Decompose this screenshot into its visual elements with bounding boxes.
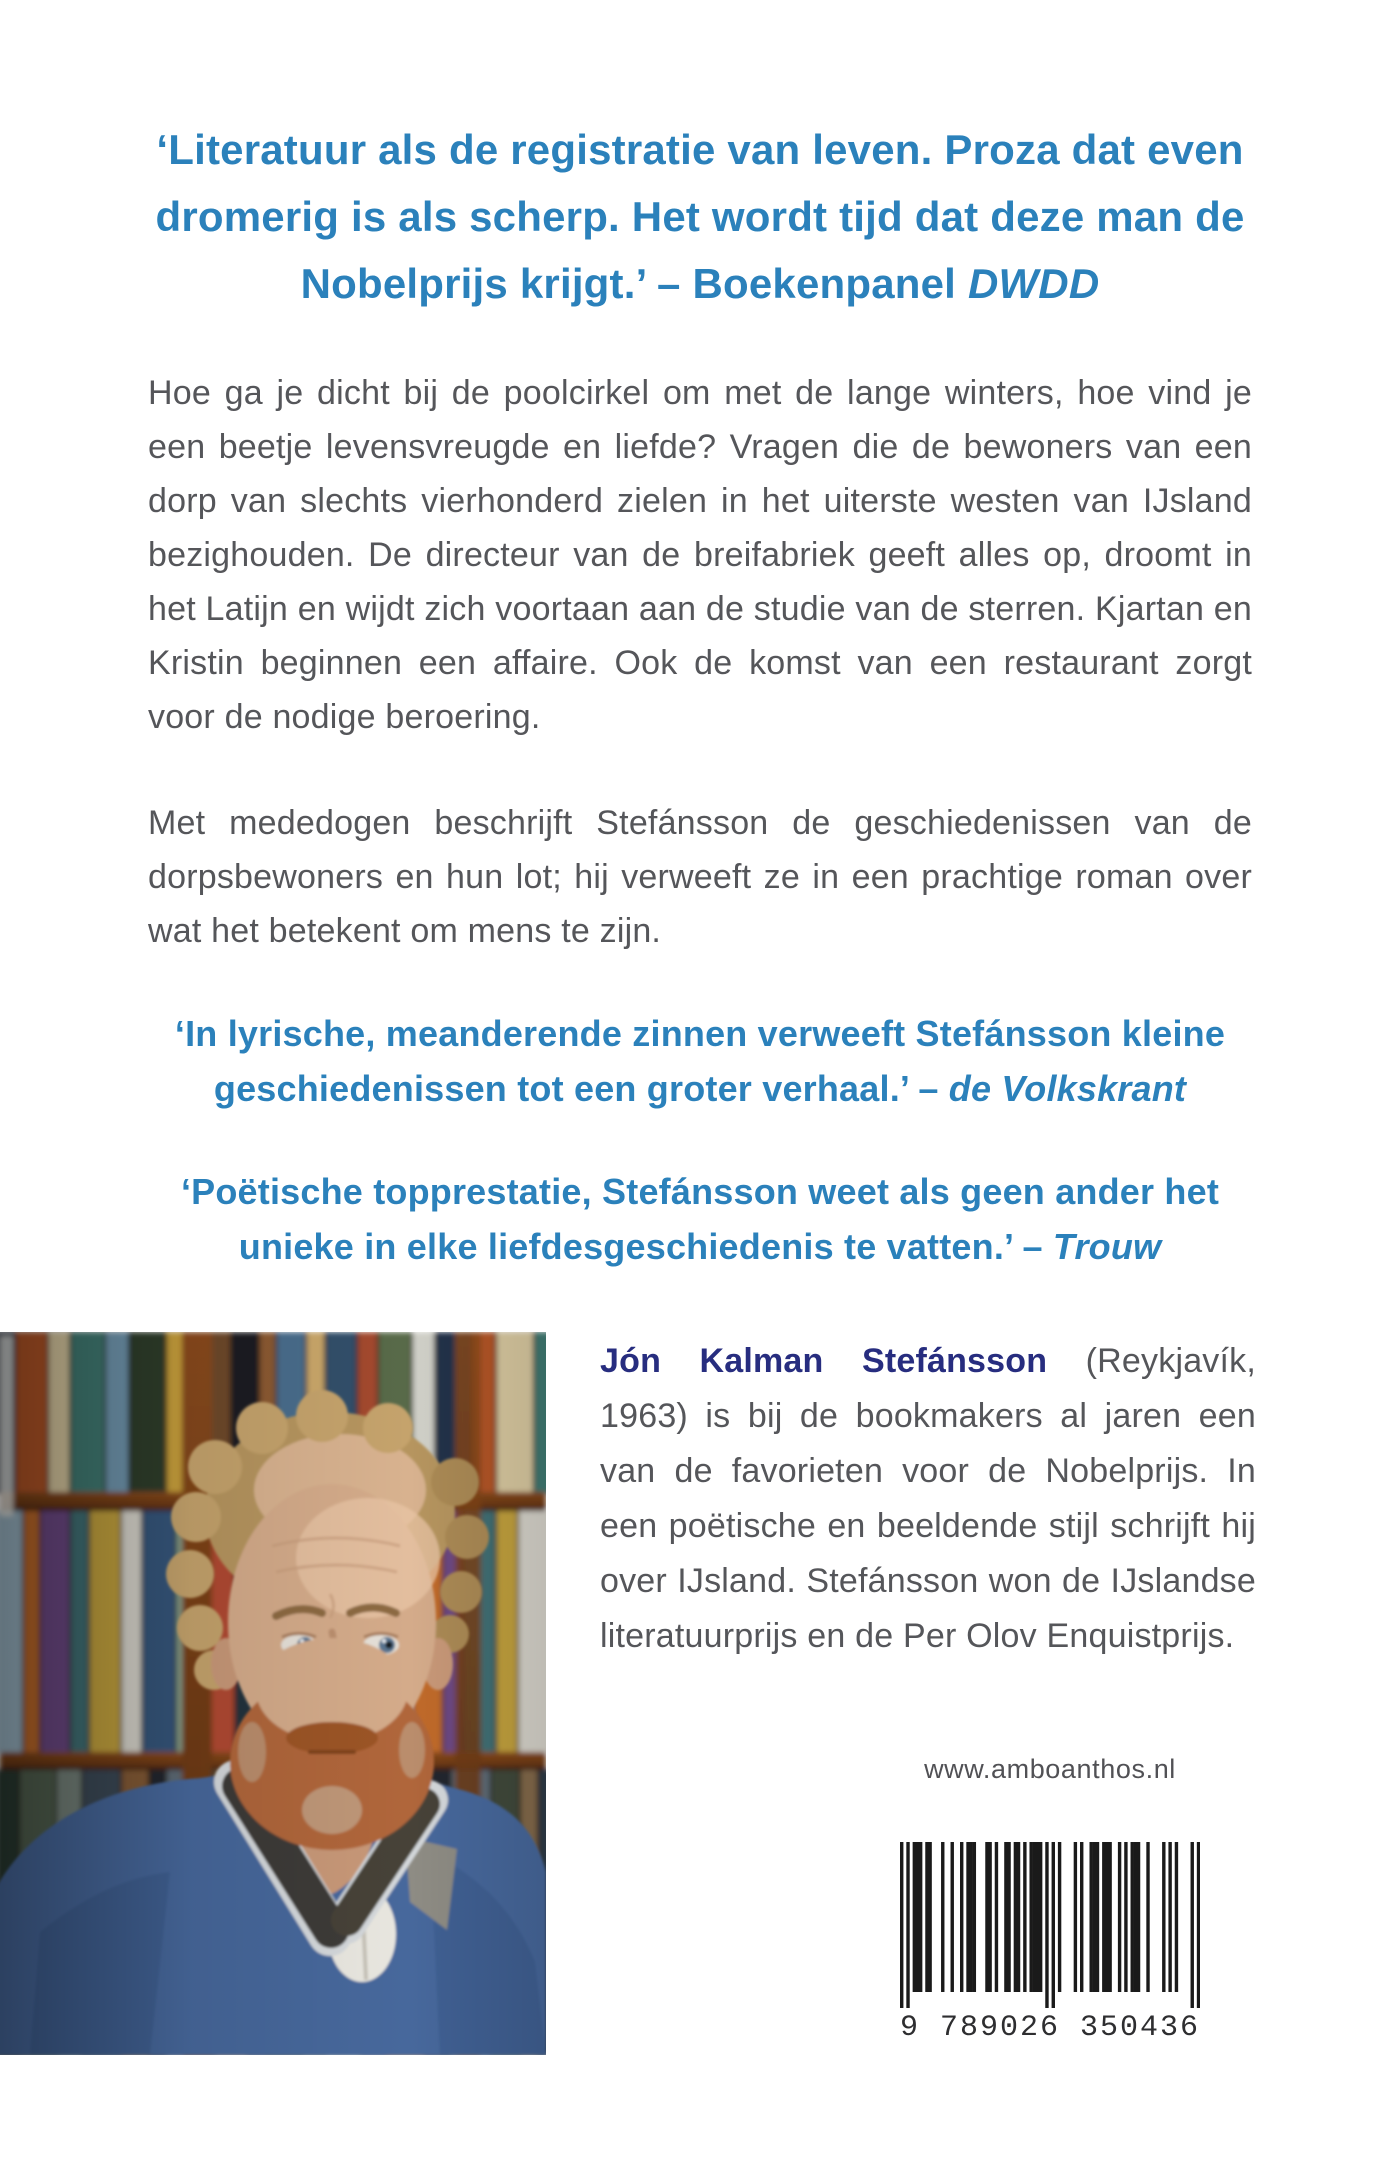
top-review-quote <box>125 116 1275 317</box>
top-review-quote-text: ‘Literatuur als de registratie van leven. Proza dat even dromerig is als scherp. Het wordt tijd dat deze man de Nobelprijs krijgt.’ – Boekenpanel <box>155 126 1245 307</box>
isbn-number: 9 789026 350436 <box>899 2011 1201 2045</box>
press-quote-trouw-source: Trouw <box>1052 1226 1162 1267</box>
ean-barcode <box>900 1842 1200 2010</box>
author-bio-text: (Reykjavík, 1963) is bij de bookmakers al jaren een van de favorieten voor de Nobelprijs. In een poëtische en beeldende stijl schrijft hij over IJsland. Stefánsson won de IJslandse literatuurprijs en de Per Olov Enquistprijs. <box>600 1342 1256 1655</box>
press-quote-volkskrant-source: de Volkskrant <box>948 1068 1187 1109</box>
author-name: Jón Kalman Stefánsson <box>600 1342 1048 1380</box>
photo-vignette <box>0 1332 546 2055</box>
press-quote-trouw-text: ‘Poëtische topprestatie, Stefánsson weet als geen ander het unieke in elke liefdesgeschiedenis te vatten.’ – <box>180 1171 1220 1267</box>
synopsis-paragraph-1: Hoe ga je dicht bij de poolcirkel om met de lange winters, hoe vind je een beetje levensvreugde en liefde? Vragen die de bewoners van een dorp van slechts vierhonderd zielen in het uiterste westen van IJsland bezighouden. De directeur van de breifabriek geeft alles op, droomt in het Latijn en wijdt zich voortaan aan de studie van de sterren. Kjartan en Kristin beginnen een affaire. Ook de komst van een restaurant zorgt voor de nodige beroering. <box>148 374 1252 736</box>
publisher-website: www.amboanthos.nl <box>924 1754 1176 1784</box>
press-quote-volkskrant-text: ‘In lyrische, meanderende zinnen verweeft Stefánsson kleine geschiedenissen tot een groter verhaal.’ – <box>174 1013 1226 1109</box>
barcode-block <box>855 1842 1245 2056</box>
press-quote-volkskrant <box>125 1006 1275 1116</box>
author-photo <box>0 1332 546 2055</box>
synopsis-paragraph-2: Met mededogen beschrijft Stefánsson de geschiedenissen van de dorpsbewoners en hun lot; hij verweeft ze in een prachtige roman over wat het betekent om mens te zijn. <box>148 804 1252 950</box>
press-quote-trouw <box>125 1164 1275 1274</box>
author-bio <box>600 1334 1256 1664</box>
top-review-quote-source: DWDD <box>967 260 1100 307</box>
